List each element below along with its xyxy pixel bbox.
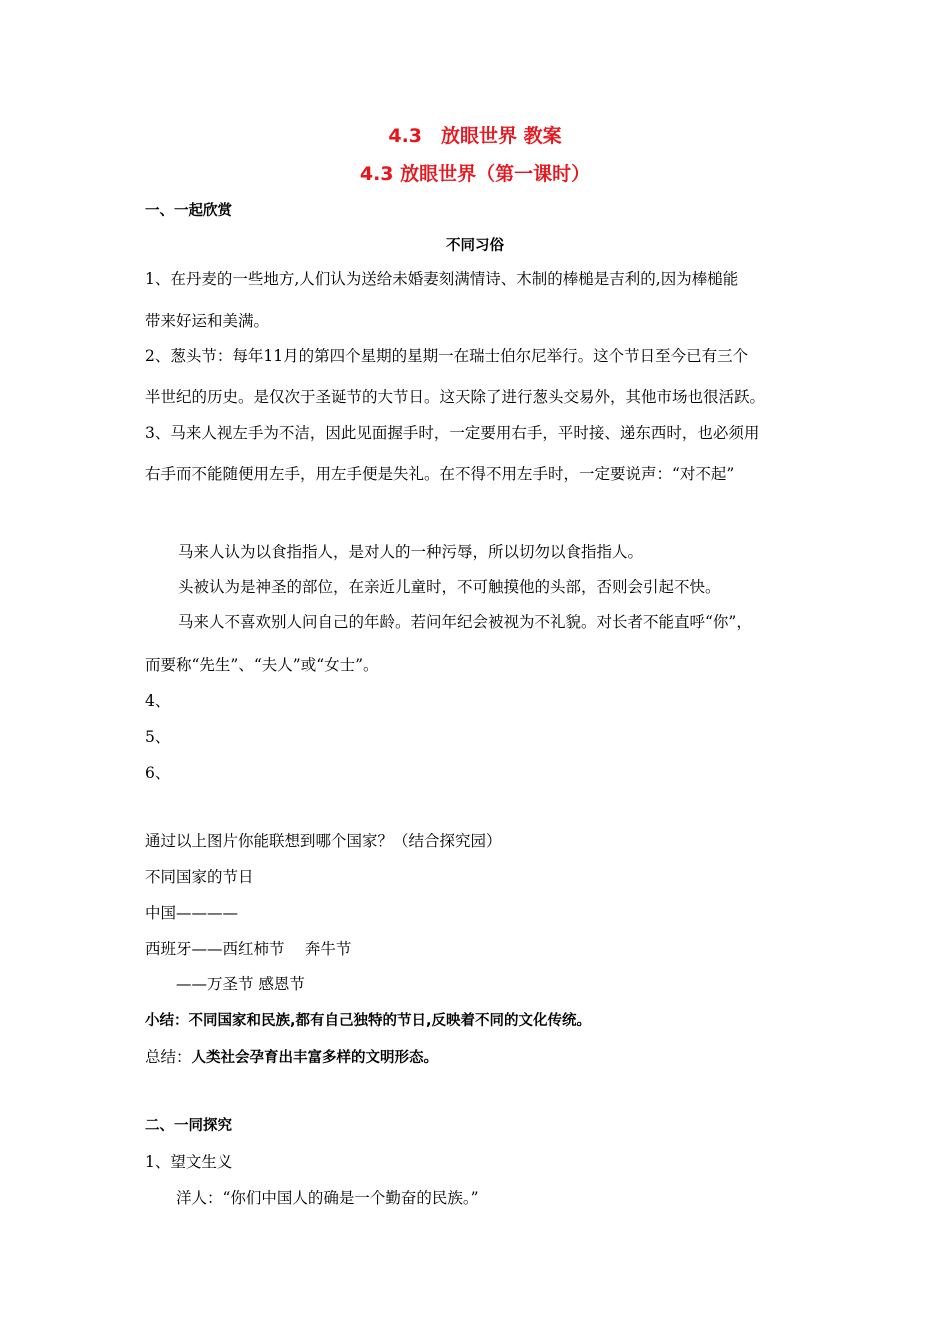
malay-custom-1: 马来人认为以食指指人，是对人的一种污辱，所以切勿以食指指人。 [178, 543, 644, 561]
festivals-title: 不同国家的节日 [145, 868, 254, 886]
document-title: 4.3 放眼世界 教案 [388, 125, 562, 147]
list-item-4: 4、 [145, 692, 171, 710]
paragraph-3-line-2: 右手而不能随便用左手，用左手便是失礼。在不得不用左手时，一定要说声：“对不起” [145, 465, 735, 483]
subheading: 不同习俗 [446, 238, 504, 254]
festival-spain: 西班牙——西红柿节 奔牛节 [145, 940, 352, 958]
malay-custom-3-line-2: 而要称“先生”、“夫人”或“女士”。 [145, 656, 379, 674]
paragraph-2-line-1: 2、葱头节：每年11月的第四个星期的星期一在瑞士伯尔尼举行。这个节日至今已有三个 [145, 347, 749, 365]
malay-custom-2: 头被认为是神圣的部位，在亲近儿童时，不可触摸他的头部，否则会引起不快。 [178, 578, 721, 596]
summary-2 [145, 1047, 438, 1068]
malay-custom-3-line-1: 马来人不喜欢别人问自己的年龄。若问年纪会被视为不礼貌。对长者不能直呼“你”， [178, 613, 752, 631]
section-heading-1: 一、一起欣赏 [145, 203, 232, 219]
paragraph-1-line-2: 带来好运和美满。 [145, 312, 270, 330]
document-subtitle: 4.3 放眼世界（第一课时） [359, 163, 591, 185]
paragraph-2-line-2: 半世纪的历史。是仅次于圣诞节的大节日。这天除了进行葱头交易外，其他市场也很活跃。 [145, 388, 766, 406]
section-2-quote: 洋人：“你们中国人的确是一个勤奋的民族。” [176, 1189, 479, 1207]
summary-1: 小结：不同国家和民族,都有自己独特的节日,反映着不同的文化传统。 [145, 1013, 592, 1029]
summary-2-text: 人类社会孕育出丰富多样的文明形态。 [191, 1050, 439, 1066]
list-item-5: 5、 [145, 728, 171, 746]
list-item-6: 6、 [145, 764, 171, 782]
festival-other: ——万圣节 感恩节 [176, 975, 305, 993]
paragraph-1-line-1: 1、在丹麦的一些地方,人们认为送给未婚妻刻满情诗、木制的棒槌是吉利的,因为棒槌能 [145, 270, 739, 288]
section-2-item-1: 1、望文生义 [145, 1153, 233, 1171]
question-text: 通过以上图片你能联想到哪个国家？（结合探究园） [145, 832, 502, 850]
festival-china: 中国———— [145, 904, 239, 922]
section-heading-2: 二、一同探究 [145, 1118, 232, 1134]
paragraph-3-line-1: 3、马来人视左手为不洁，因此见面握手时，一定要用右手，平时接、递东西时，也必须用 [145, 424, 760, 442]
summary-2-label: 总结： [145, 1048, 192, 1066]
